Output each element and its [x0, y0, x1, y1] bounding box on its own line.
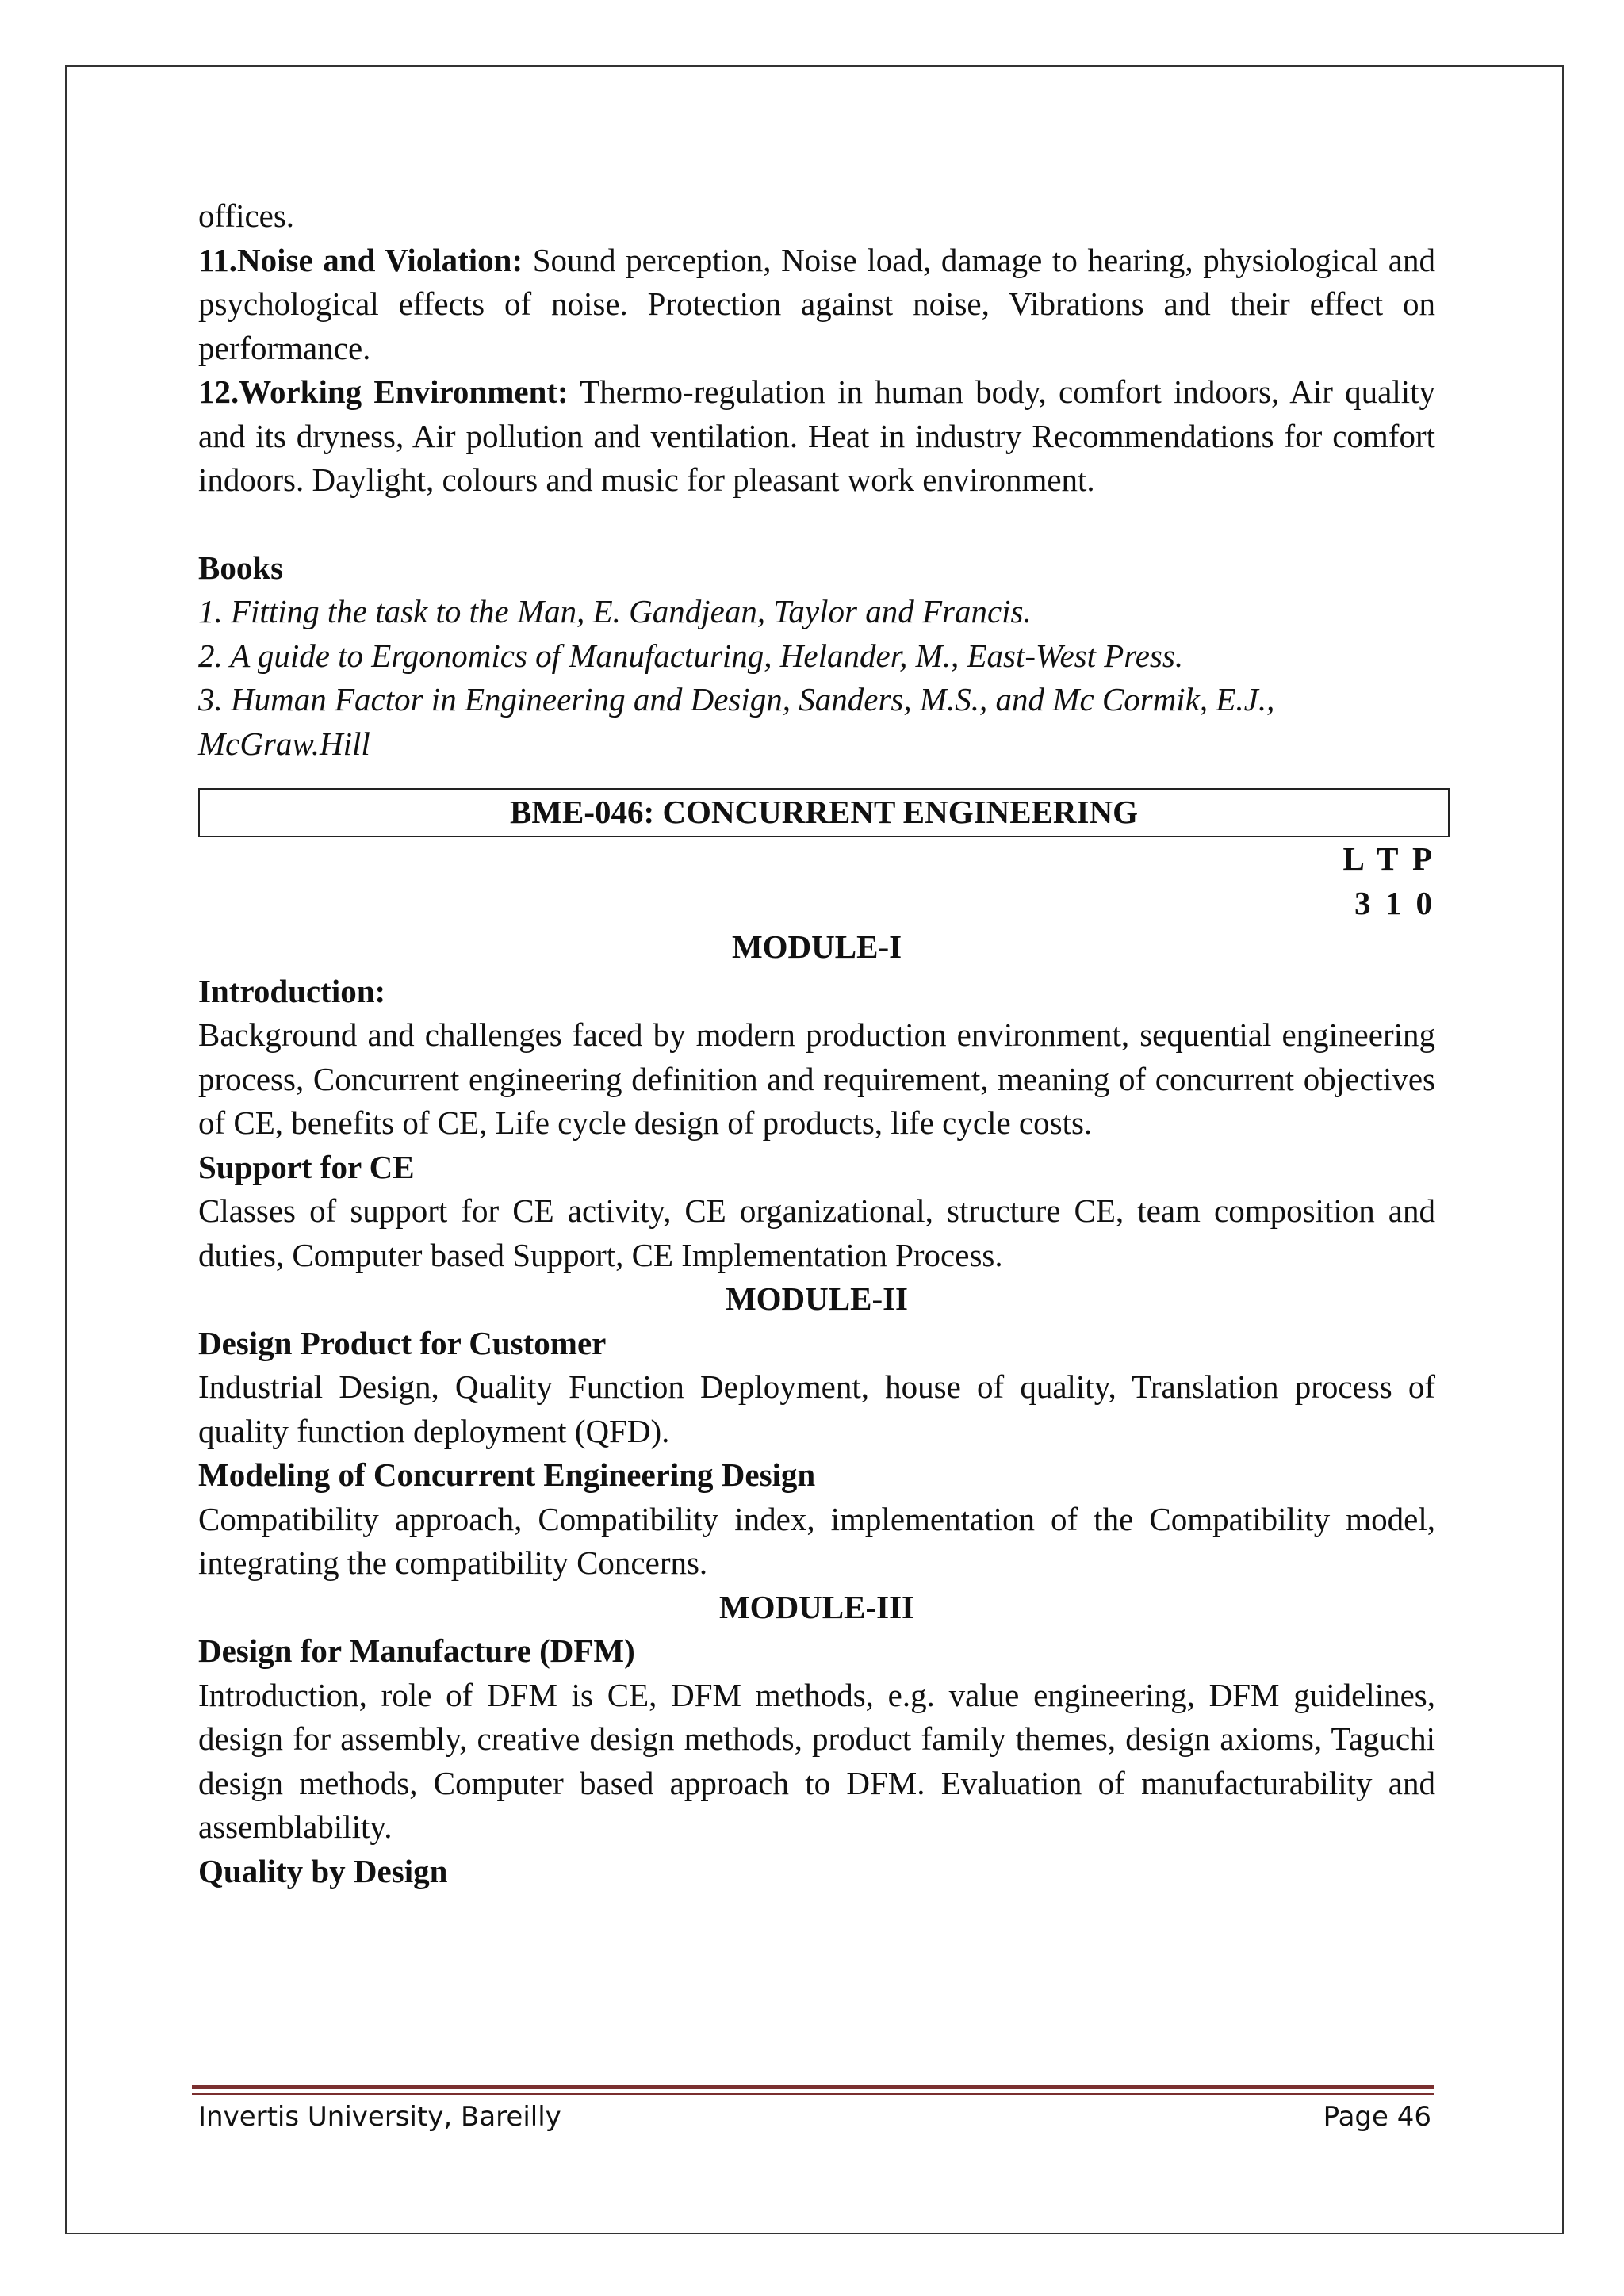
section-text: Background and challenges faced by modern production environment, sequential engineering process, Concurrent engineering definition and requirement, meaning of concurrent objectives of CE, benefits of CE, Life cycle design of products, life cycle costs. — [198, 1016, 1435, 1141]
ltp-header: L T P — [1342, 840, 1435, 877]
item-12 — [198, 370, 1435, 503]
item-11-label: 11.Noise and Violation: — [198, 241, 523, 278]
footer-rule-thin — [192, 2093, 1434, 2095]
section-text: Introduction, role of DFM is CE, DFM methods, e.g. value engineering, DFM guidelines, design for assembly, creative design methods, product family themes, design axioms, Taguchi design methods, Computer based approach to DFM. Evaluation of manufacturability and assemblability. — [198, 1676, 1435, 1845]
section-heading: Quality by Design — [198, 1852, 448, 1889]
ltp-values: 3 1 0 — [1354, 884, 1435, 921]
item-12-label: 12.Working Environment: — [198, 373, 569, 410]
section-text: Industrial Design, Quality Function Deployment, house of quality, Translation process of quality function deployment (QFD). — [198, 1368, 1435, 1449]
section-heading: Modeling of Concurrent Engineering Design — [198, 1456, 816, 1493]
module-3-title: MODULE-III — [718, 1588, 915, 1625]
section-heading: Design Product for Customer — [198, 1324, 607, 1361]
books-heading: Books — [198, 549, 284, 586]
section-heading: Introduction: — [198, 972, 386, 1009]
footer-rule — [192, 2085, 1434, 2089]
section-heading: Support for CE — [198, 1148, 415, 1185]
text-line: offices. — [198, 197, 295, 234]
module-1-title: MODULE-I — [731, 928, 902, 965]
page-number: Page 46 — [1323, 2101, 1431, 2133]
footer-institution: Invertis University, Bareilly — [198, 2101, 561, 2133]
book-item: 3. Human Factor in Engineering and Design, Sanders, M.S., and Mc Cormik, E.J., McGraw.Hill — [198, 681, 1275, 762]
item-11 — [198, 239, 1435, 371]
section-text: Classes of support for CE activity, CE organizational, structure CE, team composition and duties, Computer based Support, CE Implementation Process. — [198, 1192, 1435, 1273]
page-content — [198, 194, 1435, 1893]
course-title: BME-046: CONCURRENT ENGINEERING — [198, 788, 1450, 837]
book-item: 1. Fitting the task to the Man, E. Gandjean, Taylor and Francis. — [198, 593, 1032, 629]
item-12-text: Thermo-regulation in human body, comfort indoors, Air quality and its dryness, Air pollution and ventilation. Heat in industry Recommendations for comfort indoors. Daylight, colours and music for pleasant work environment. — [198, 373, 1435, 498]
module-2-title: MODULE-II — [725, 1280, 909, 1317]
section-text: Compatibility approach, Compatibility index, implementation of the Compatibility model, integrating the compatibility Concerns. — [198, 1500, 1435, 1581]
item-11-text: Sound perception, Noise load, damage to hearing, physiological and psychological effects of noise. Protection against noise, Vibrations and their effect on performance. — [198, 241, 1435, 366]
book-item: 2. A guide to Ergonomics of Manufacturing, Helander, M., East-West Press. — [198, 637, 1184, 674]
section-heading: Design for Manufacture (DFM) — [198, 1632, 635, 1669]
